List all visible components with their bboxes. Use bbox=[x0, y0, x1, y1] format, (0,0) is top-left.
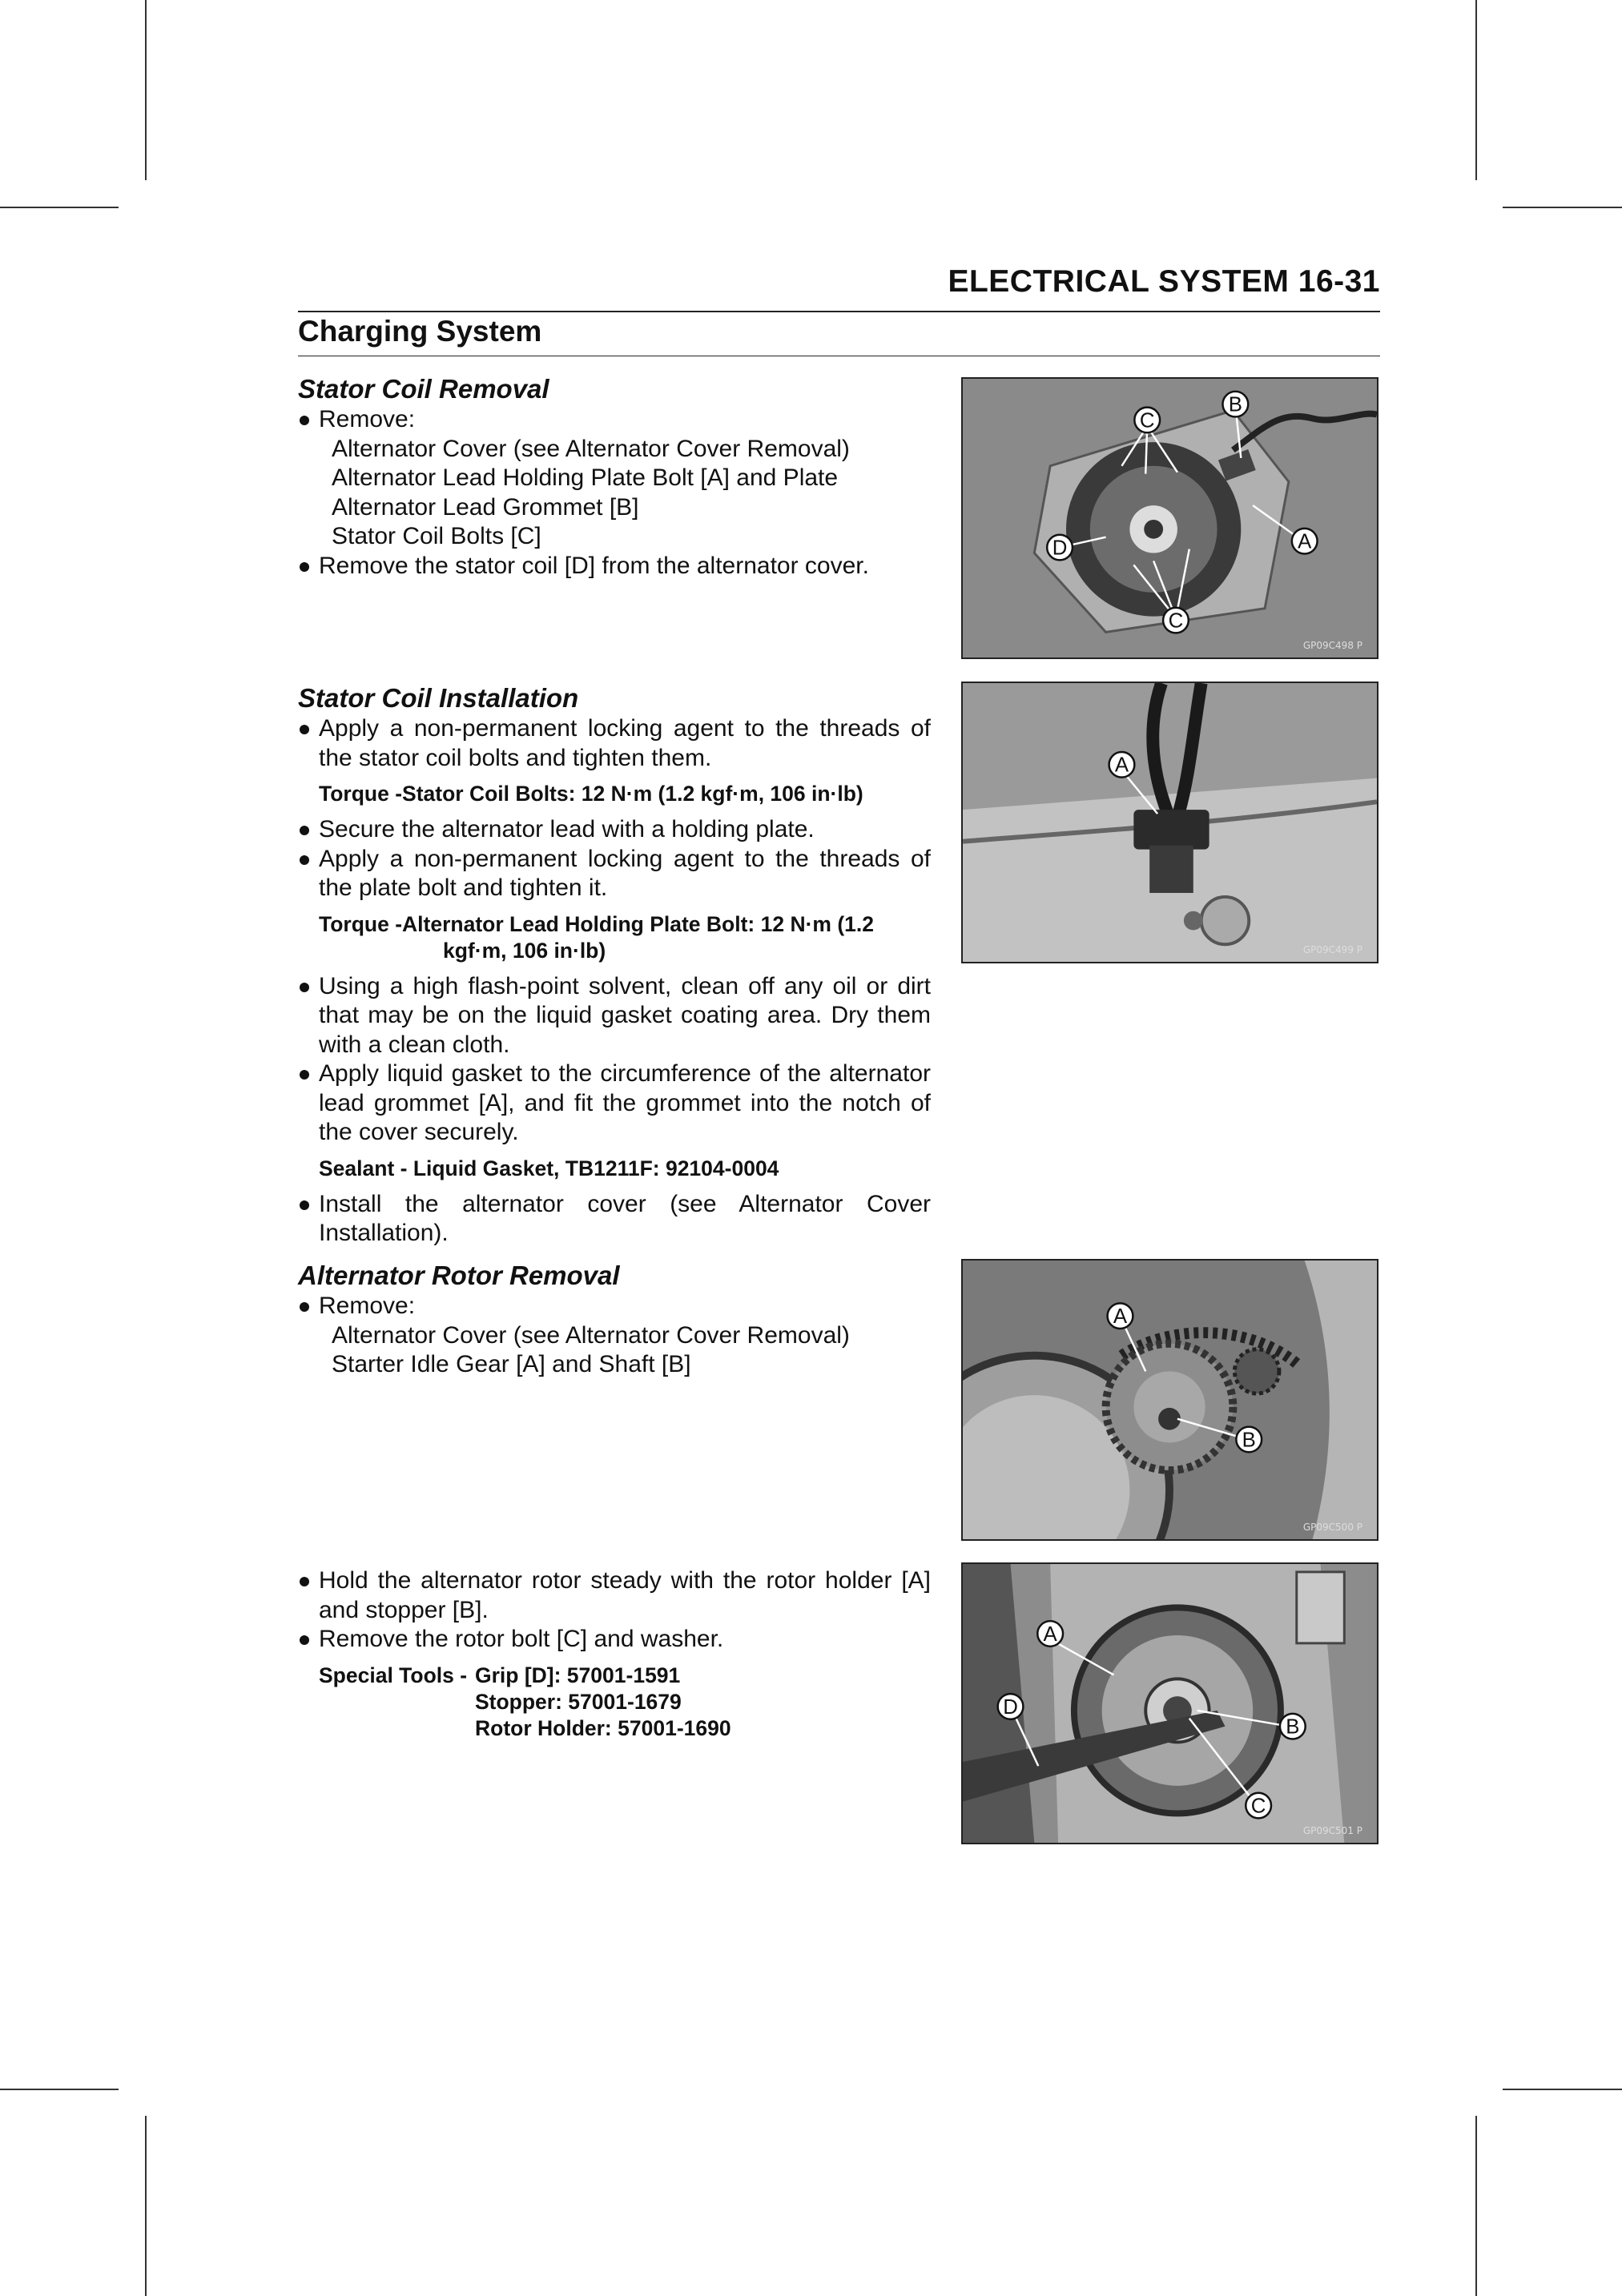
list-item: Alternator Lead Grommet [B] bbox=[332, 493, 639, 521]
callout-label: C bbox=[1139, 409, 1155, 432]
page-header-title: ELECTRICAL SYSTEM 16-31 bbox=[948, 264, 1380, 299]
bullet-item: Install the alternator cover (see Alternator Cover Installation). bbox=[298, 1190, 931, 1249]
list-item: Alternator Cover (see Alternator Cover Removal) bbox=[332, 1321, 850, 1349]
torque-spec bbox=[298, 911, 931, 964]
tool-item: Grip [D]: 57001-1591 bbox=[475, 1663, 681, 1687]
spec-value-cont: kgf·m, 106 in·lb) bbox=[443, 938, 606, 963]
callout-label: B bbox=[1286, 1715, 1300, 1739]
crop-mark bbox=[1475, 2116, 1477, 2296]
callout-label: D bbox=[1052, 537, 1068, 560]
list-item: Stator Coil Bolts [C] bbox=[332, 523, 541, 549]
bullet-item: Apply a non-permanent locking agent to the threads of the stator coil bolts and tighten them. bbox=[298, 714, 931, 773]
bullet-item: Hold the alternator rotor steady with the rotor holder [A] and stopper [B]. bbox=[298, 1566, 931, 1625]
callout-label: A bbox=[1114, 754, 1129, 777]
section-heading: Stator Coil Removal bbox=[298, 374, 549, 404]
list-item: Alternator Lead Holding Plate Bolt [A] and Plate bbox=[332, 464, 839, 491]
special-tools-spec bbox=[298, 1663, 931, 1742]
crop-mark bbox=[1475, 0, 1477, 180]
header-rule bbox=[298, 311, 1380, 312]
stator-removal-section bbox=[298, 373, 931, 581]
tool-item: Stopper: 57001-1679 bbox=[475, 1689, 682, 1714]
spec-value: Alternator Lead Holding Plate Bolt: 12 N·m (1.2 bbox=[402, 911, 874, 936]
bullet-item: Remove the stator coil [D] from the alternator cover. bbox=[298, 552, 931, 581]
rotor-removal-section bbox=[298, 1260, 931, 1380]
callout-label: C bbox=[1250, 1795, 1266, 1818]
bullet-item: Secure the alternator lead with a holding plate. bbox=[298, 815, 931, 845]
crop-mark bbox=[145, 2116, 147, 2296]
crop-mark bbox=[145, 0, 147, 180]
bullet-item: Remove: bbox=[298, 405, 931, 435]
chapter-title: Charging System bbox=[298, 315, 542, 348]
rotor-hold-section bbox=[298, 1566, 931, 1750]
section-heading: Alternator Rotor Removal bbox=[298, 1261, 620, 1290]
callout-label: A bbox=[1298, 530, 1312, 553]
figure-code: GP09C498 P bbox=[1302, 640, 1362, 651]
callout-label: A bbox=[1043, 1622, 1057, 1646]
list-item: Starter Idle Gear [A] and Shaft [B] bbox=[332, 1351, 691, 1377]
tool-item: Rotor Holder: 57001-1690 bbox=[475, 1715, 731, 1740]
callout-label: A bbox=[1113, 1305, 1128, 1329]
spec-value: Stator Coil Bolts: 12 N·m (1.2 kgf·m, 106 in·lb) bbox=[402, 782, 863, 806]
crop-mark bbox=[0, 2089, 119, 2090]
spec-label: Special Tools - bbox=[319, 1663, 468, 1687]
callout-label: B bbox=[1242, 1429, 1256, 1452]
spec-label: Torque - bbox=[319, 911, 403, 936]
stator-install-section bbox=[298, 682, 931, 1249]
sealant-spec: Sealant - Liquid Gasket, TB1211F: 92104-0004 bbox=[319, 1156, 779, 1180]
figure-code: GP09C499 P bbox=[1302, 944, 1362, 955]
bullet-item: Apply liquid gasket to the circumference of the alternator lead grommet [A], and fit the grommet into the notch of the cover securely. bbox=[298, 1060, 931, 1148]
figure-grommet bbox=[961, 682, 1378, 963]
crop-mark bbox=[1503, 2089, 1622, 2090]
crop-mark bbox=[1503, 207, 1622, 208]
figure-rotor-holder bbox=[961, 1562, 1378, 1844]
figure-code: GP09C500 P bbox=[1302, 1522, 1362, 1533]
callout-label: C bbox=[1168, 609, 1184, 633]
bullet-item: Using a high flash-point solvent, clean off any oil or dirt that may be on the liquid gasket coating area. Dry them with a clean cloth. bbox=[298, 972, 931, 1060]
section-heading: Stator Coil Installation bbox=[298, 683, 579, 713]
bullet-item: Remove the rotor bolt [C] and washer. bbox=[298, 1625, 931, 1655]
torque-spec bbox=[298, 781, 931, 807]
callout-label: B bbox=[1228, 393, 1242, 416]
spec-label: Torque - bbox=[319, 782, 403, 806]
figure-code: GP09C501 P bbox=[1302, 1825, 1362, 1836]
crop-mark bbox=[0, 207, 119, 208]
callout-label: D bbox=[1003, 1695, 1018, 1719]
list-item: Alternator Cover (see Alternator Cover Removal) bbox=[332, 435, 850, 462]
bullet-item: Apply a non-permanent locking agent to the threads of the plate bolt and tighten it. bbox=[298, 845, 931, 903]
figure-stator-coil bbox=[961, 377, 1378, 659]
bullet-item: Remove: bbox=[298, 1292, 931, 1321]
figure-idle-gear bbox=[961, 1259, 1378, 1541]
